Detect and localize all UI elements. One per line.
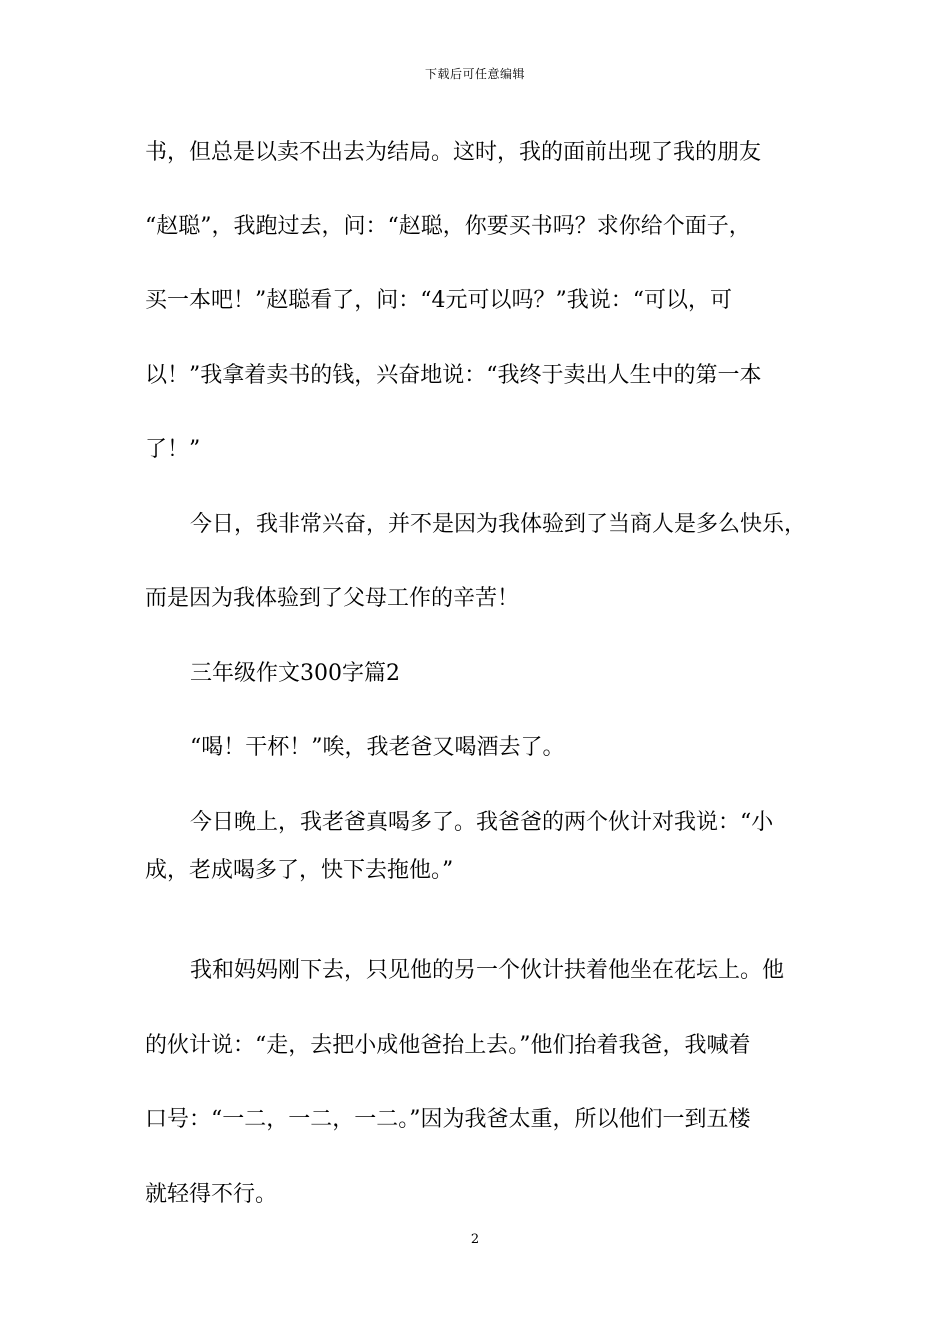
text-line: 就轻得不行。 — [145, 1182, 278, 1207]
text-line: 以！”我拿着卖书的钱，兴奋地说：“我终于卖出人生中的第一本 — [145, 363, 762, 388]
page-header: 下载后可任意编辑 — [424, 67, 525, 81]
paragraph-start-line: 我和妈妈刚下去，只见他的另一个伙计扶着他坐在花坛上。他 — [190, 958, 785, 983]
paragraph-start-line: “喝！干杯！”唉，我老爸又喝酒去了。 — [190, 735, 565, 760]
text-line: 了！” — [145, 437, 201, 462]
text-line: 口号：“一二，一二，一二。”因为我爸太重，所以他们一到五楼 — [145, 1107, 751, 1132]
text-line: 而是因为我体验到了父母工作的辛苦！ — [145, 586, 520, 611]
text-line: 买一本吧！”赵聪看了，问：“4元可以吗？”我说：“可以，可 — [145, 288, 732, 313]
text-line: 书，但总是以卖不出去为结局。这时，我的面前出现了我的朋友 — [145, 140, 762, 165]
paragraph-start-line: 今日，我非常兴奋，并不是因为我体验到了当商人是多么快乐， — [190, 512, 807, 537]
page-number: 2 — [470, 1232, 480, 1247]
text-line: 的伙计说：“走，去把小成他爸抬上去。”他们抬着我爸，我喊着 — [145, 1033, 751, 1058]
section-heading: 三年级作文300字篇2 — [190, 661, 400, 686]
paragraph-start-line: 今日晚上，我老爸真喝多了。我爸爸的两个伙计对我说：“小 — [190, 810, 774, 835]
text-line: 成，老成喝多了，快下去拖他。” — [145, 858, 454, 883]
text-line: “赵聪”，我跑过去，问：“赵聪，你要买书吗？求你给个面子， — [145, 214, 751, 239]
